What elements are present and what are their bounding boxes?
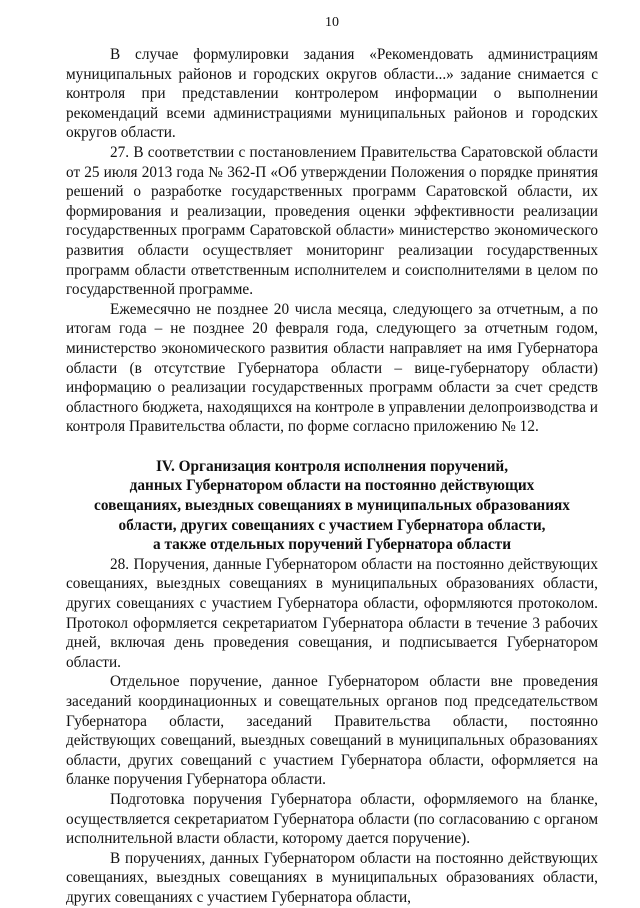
section-heading-line: IV. Организация контроля исполнения поручений, [155, 457, 509, 475]
section-heading-line: данных Губернатором области на постоянно действующих [129, 477, 535, 495]
paragraph-monthly-reporting: Ежемесячно не позднее 20 числа месяца, следующего за отчетным, а по итогам года – не позднее 20 февраля года, следующего за отчетным годом, министерство экономического развития области направляет на имя Губернатора области (в отсутствие Губернатора области – вице-губернатору области) информацию о реализации государственных программ области за счет средств областного бюджета, находящихся на контроле в управлении делопроизводства и контроля Правительства области, по форме согласно приложению № 12. [66, 300, 598, 436]
paragraph-separate-instruction: Отдельное поручение, данное Губернатором области вне проведения заседаний координационных и совещательных органов под председательством Губернатора области, заседаний Правительства области, постоянно действующих совещаний, выездных совещаний в муниципальных образованиях области, других совещаний с участием Губернатора области, оформляется на бланке поручения Губернатора области. [66, 673, 598, 789]
section-heading-line: совещаниях, выездных совещаниях в муниципальных образованиях [94, 497, 570, 515]
section-heading-line: области, других совещаниях с участием Губернатора области, [118, 516, 546, 534]
paragraph-item-27: 27. В соответствии с постановлением Правительства Саратовской области от 25 июля 2013 года № 362-П «Об утверждении Положения о порядке принятия решений о разработке государственных программ Саратовской области, их формирования и реализации, проведения оценки эффективности реализации государственных программ Саратовской области» министерство экономического развития области осуществляет мониторинг реализации государственных программ области ответственным исполнителем и соисполнителями в целом по государственной программе. [66, 143, 598, 299]
paragraph-instructions-continued: В поручениях, данных Губернатором области на постоянно действующих совещаниях, выездных совещаниях в муниципальных образованиях области, других совещаниях с участием Губернатора области, [66, 849, 598, 906]
section-heading [66, 457, 598, 555]
page-number: 10 [325, 15, 339, 30]
document-page [66, 0, 598, 905]
paragraph-recommendation-clause: В случае формулировки задания «Рекомендовать администрациям муниципальных районов и городских округов области...» задание снимается с контроля при представлении контролером информации о выполнении рекомендаций всеми администрациями муниципальных районов и городских округов области. [66, 46, 598, 142]
paragraph-instruction-preparation: Подготовка поручения Губернатора области, оформляемого на бланке, осуществляется секретариатом Губернатора области (по согласованию с органом исполнительной власти области, которому дается поручение). [66, 790, 598, 848]
paragraph-item-28: 28. Поручения, данные Губернатором области на постоянно действующих совещаниях, выездных совещаниях в муниципальных образованиях области, других совещаниях с участием Губернатора области, оформляются протоколом. Протокол оформляется секретариатом Губернатора области в течение 3 рабочих дней, включая день проведения совещания, и подписывается Губернатором области. [66, 555, 598, 671]
document-body [66, 45, 598, 908]
section-heading-line: а также отдельных поручений Губернатора области [152, 536, 512, 554]
